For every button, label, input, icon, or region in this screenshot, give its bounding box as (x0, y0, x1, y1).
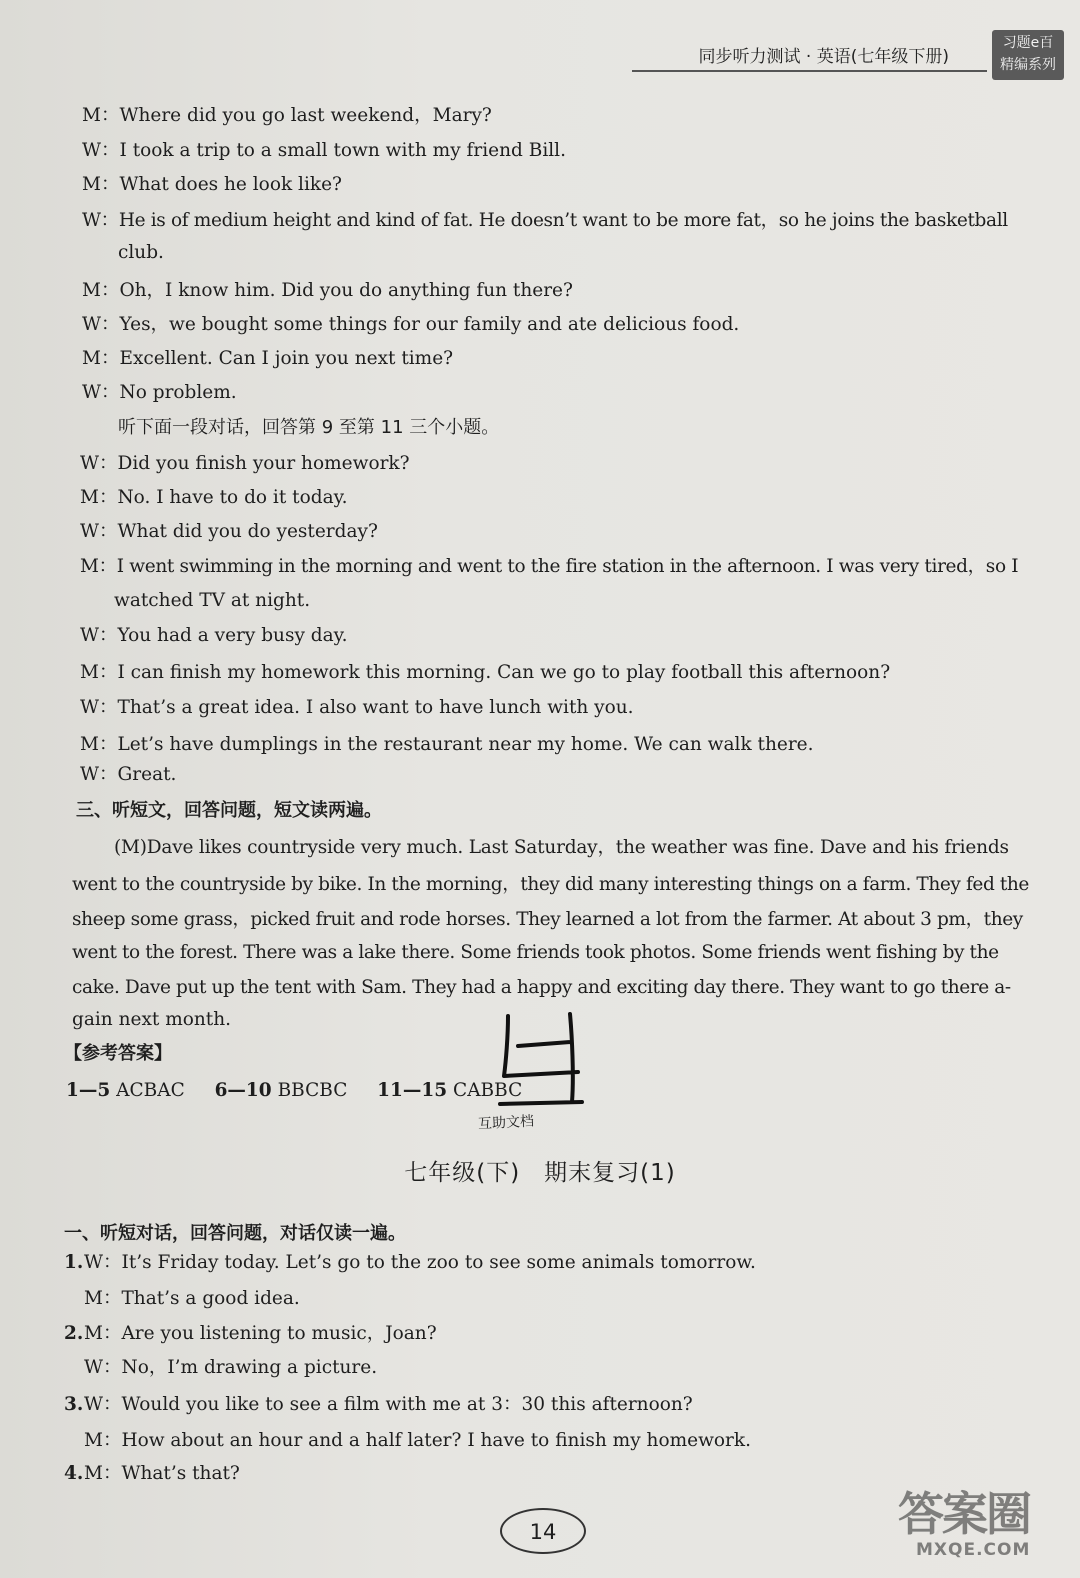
dialogue-line: W：Yes，we bought some things for our family and ate delicious food. (82, 314, 740, 335)
badge-line-2: 精编系列 (1000, 57, 1056, 73)
section-3-heading: 三、听短文，回答问题，短文读两遍。 (76, 800, 382, 821)
short-dialogue-row (64, 1429, 751, 1453)
dialogue-line: watched TV at night. (114, 590, 311, 611)
short-dialogue-row (64, 1462, 240, 1486)
dialogue-line: W：You had a very busy day. (80, 625, 348, 646)
section-1-heading: 一、听短对话，回答问题，对话仅读一遍。 (64, 1223, 406, 1244)
watermark-url: MXQE.COM (916, 1540, 1031, 1560)
answer-value: BBCBC (277, 1080, 348, 1101)
answer-key-row (66, 1079, 522, 1103)
dialogue-line: W：Great. (80, 764, 177, 785)
dialogue-line: M：How about an hour and a half later? I have to finish my homework. (84, 1430, 751, 1451)
dialogue-line: M：That’s a good idea. (84, 1288, 300, 1309)
dialogue-line: W：It’s Friday today. Let’s go to the zoo to see some animals tomorrow. (84, 1252, 756, 1273)
answer-range: 6—10 (214, 1080, 272, 1101)
dialogue-line: M：Oh，I know him. Did you do anything fun there? (82, 280, 573, 301)
answer-value: CABBC (453, 1080, 523, 1101)
answer-range: 1—5 (66, 1080, 111, 1101)
dialogue-line: M：Let’s have dumplings in the restaurant near my home. We can walk there. (80, 734, 814, 755)
question-number: 3. (64, 1394, 84, 1415)
watermark (898, 1488, 1063, 1568)
instruction-9-11: 听下面一段对话，回答第 9 至第 11 三个小题。 (118, 417, 500, 438)
passage-line: went to the forest. There was a lake there. Some friends took photos. Some friends went fishing by the (72, 942, 999, 963)
short-dialogue-row (64, 1356, 377, 1380)
dialogue-line: M：Excellent. Can I join you next time? (82, 348, 454, 369)
dialogue-line: W：Did you finish your homework? (80, 453, 410, 474)
answer-value: ACBAC (116, 1080, 185, 1101)
question-number: 2. (64, 1323, 84, 1344)
series-badge (992, 30, 1064, 80)
dialogue-line: W：I took a trip to a small town with my friend Bill. (82, 140, 566, 161)
answer-range: 11—15 (377, 1080, 448, 1101)
dialogue-line: W：What did you do yesterday? (80, 521, 378, 542)
dialogue-line: M：Where did you go last weekend，Mary? (82, 105, 492, 126)
passage-line: (M)Dave likes countryside very much. Last Saturday，the weather was fine. Dave and his friends (114, 837, 1009, 858)
short-dialogue-row (64, 1251, 756, 1275)
dialogue-line: W：He is of medium height and kind of fat. He doesn’t want to be more fat，so he joins the basketball (82, 210, 1008, 231)
handwritten-text: 互助文档 (477, 1113, 535, 1133)
page-number: 14 (500, 1508, 586, 1554)
dialogue-line: W：No problem. (82, 382, 237, 403)
short-dialogue-row (64, 1393, 693, 1417)
dialogue-line: club. (118, 242, 164, 263)
dialogue-line: M：What’s that? (84, 1463, 240, 1484)
dialogue-line: M：I can finish my homework this morning. Can we go to play football this afternoon? (80, 662, 891, 683)
watermark-logo-text: 答案圈 (898, 1487, 1030, 1541)
passage-line: sheep some grass，picked fruit and rode horses. They learned a lot from the farmer. At about 3 pm，they (72, 909, 1023, 930)
passage-line: went to the countryside by bike. In the morning，they did many interesting things on a farm. They fed the (72, 874, 1029, 895)
short-dialogue-row (64, 1322, 437, 1346)
dialogue-line: W：That’s a great idea. I also want to have lunch with you. (80, 697, 634, 718)
header-title: 同步听力测试 · 英语(七年级下册) (698, 47, 949, 67)
question-number: 4. (64, 1463, 84, 1484)
running-header (632, 40, 987, 72)
badge-line-1: 习题e百 (1002, 35, 1054, 51)
dialogue-line: M：What does he look like? (82, 174, 342, 195)
section-title: 七年级(下) 期末复习(1) (404, 1160, 676, 1186)
dialogue-line: M：No. I have to do it today. (80, 487, 348, 508)
short-dialogue-row (64, 1287, 300, 1311)
dialogue-line: M：I went swimming in the morning and went to the fire station in the afternoon. I was very tired，so I (80, 556, 1019, 577)
question-number: 1. (64, 1252, 84, 1273)
dialogue-line: M：Are you listening to music，Joan? (84, 1323, 437, 1344)
dialogue-line: W：No，I’m drawing a picture. (84, 1357, 378, 1378)
passage-line: gain next month. (72, 1009, 232, 1030)
dialogue-line: W：Would you like to see a film with me at 3：30 this afternoon? (84, 1394, 693, 1415)
passage-line: cake. Dave put up the tent with Sam. They had a happy and exciting day there. They want to go there a- (72, 977, 1011, 998)
answers-heading: 【参考答案】 (64, 1043, 172, 1064)
handwritten-mark (478, 1006, 598, 1136)
